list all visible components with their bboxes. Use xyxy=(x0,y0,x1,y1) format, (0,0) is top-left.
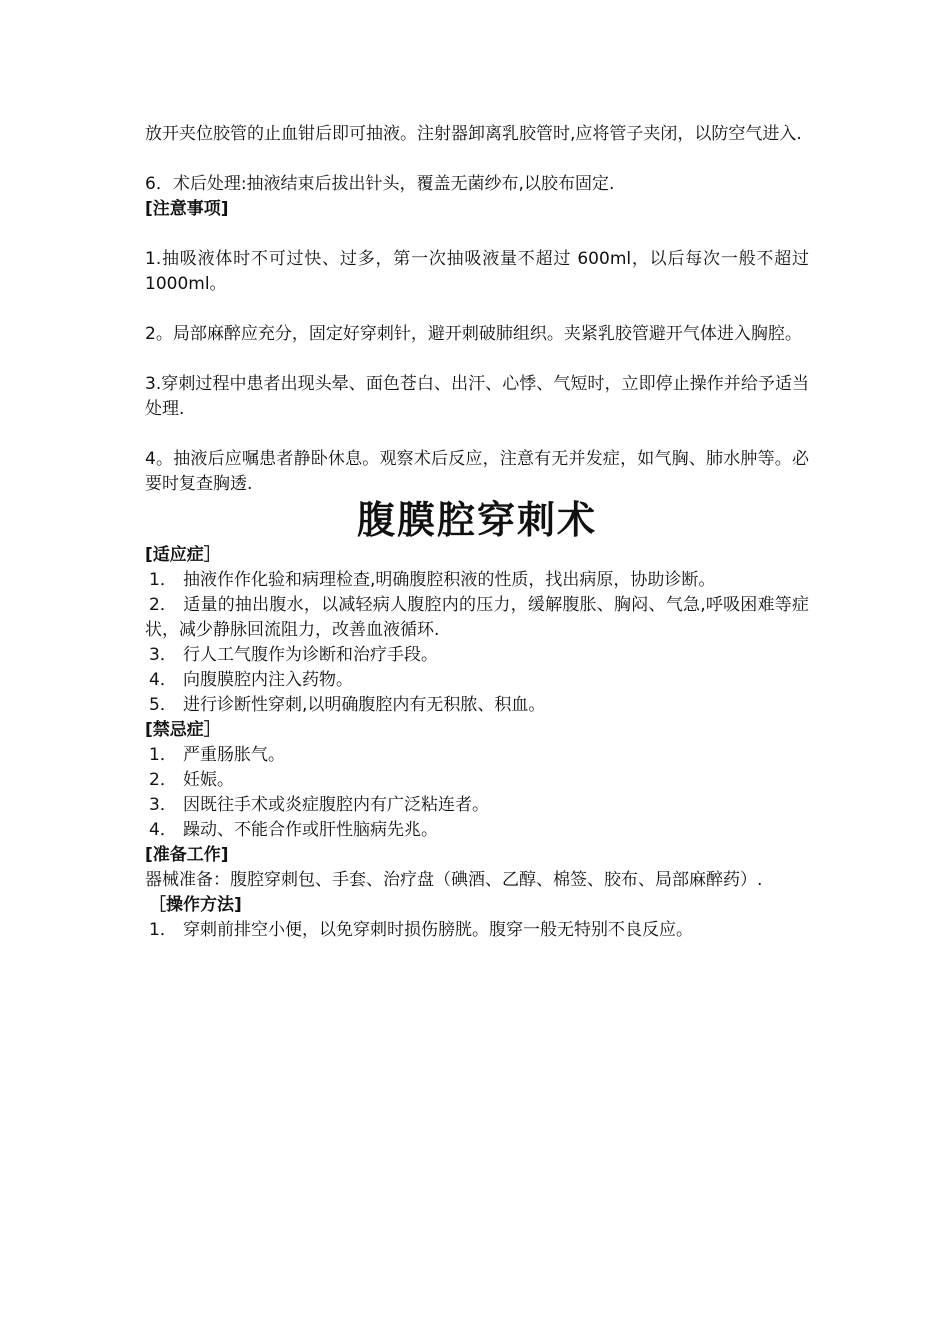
notes-heading: [注意事项] xyxy=(145,199,229,219)
list-text: 严重肠胀气。 xyxy=(183,745,285,765)
list-text: 行人工气腹作为诊断和治疗手段。 xyxy=(183,645,438,665)
contraindications-heading: [禁忌症］ xyxy=(145,720,221,740)
list-text: 适量的抽出腹水，以减轻病人腹腔内的压力，缓解腹胀、胸闷、气急,呼吸困难等症状，减少静脉回流阻力，改善血液循环. xyxy=(145,595,809,640)
note-item-1: 1.抽吸液体时不可过快、过多，第一次抽吸液量不超过 600ml，以后每次一般不超过 1000ml。 xyxy=(145,249,809,294)
list-number: 2． xyxy=(149,595,177,615)
note-item-4: 4。抽液后应嘱患者静卧休息。观察术后反应，注意有无并发症，如气胸、肺水肿等。必要时复查胸透. xyxy=(145,449,809,494)
section-title: 腹膜腔穿刺术 xyxy=(356,498,597,542)
list-number: 5． xyxy=(149,695,177,715)
list-number: 4． xyxy=(149,670,177,690)
note-item-2: 2。局部麻醉应充分，固定好穿刺针，避开刺破肺组织。夹紧乳胶管避开气体进入胸腔。 xyxy=(145,324,802,344)
document-page xyxy=(145,122,809,943)
list-item xyxy=(145,693,809,718)
list-number: 1． xyxy=(149,745,177,765)
list-number: 1． xyxy=(149,570,177,590)
list-number: 3． xyxy=(149,795,177,815)
list-number: 3． xyxy=(149,645,177,665)
list-number: 2． xyxy=(149,770,177,790)
preparation-text: 器械准备：腹腔穿刺包、手套、治疗盘（碘酒、乙醇、棉签、胶布、局部麻醉药）. xyxy=(145,870,763,890)
indications-heading: [适应症］ xyxy=(145,545,221,565)
preparation-heading: [准备工作] xyxy=(145,845,229,865)
list-item xyxy=(145,593,809,643)
list-item xyxy=(145,768,809,793)
list-item xyxy=(145,568,809,593)
list-text: 因既往手术或炎症腹腔内有广泛粘连者。 xyxy=(183,795,489,815)
list-number: 1． xyxy=(149,920,177,940)
method-list xyxy=(145,918,809,943)
list-number: 4． xyxy=(149,820,177,840)
list-text: 躁动、不能合作或肝性脑病先兆。 xyxy=(183,820,438,840)
list-item xyxy=(145,793,809,818)
contraindications-list xyxy=(145,743,809,843)
list-text: 向腹膜腔内注入药物。 xyxy=(183,670,353,690)
list-text: 抽液作作化验和病理检查,明确腹腔积液的性质，找出病原，协助诊断。 xyxy=(183,570,716,590)
list-item xyxy=(145,743,809,768)
list-text: 妊娠。 xyxy=(183,770,234,790)
method-heading: ［操作方法] xyxy=(149,895,242,915)
step-6-post-procedure: 6．术后处理:抽液结束后拔出针头，覆盖无菌纱布,以胶布固定. xyxy=(145,174,615,194)
list-text: 穿刺前排空小便，以免穿刺时损伤膀胱。腹穿一般无特别不良反应。 xyxy=(183,920,693,940)
indications-list xyxy=(145,568,809,718)
list-item xyxy=(145,918,809,943)
list-item xyxy=(145,643,809,668)
list-item xyxy=(145,668,809,693)
note-item-3: 3.穿刺过程中患者出现头晕、面色苍白、出汗、心悸、气短时，立即停止操作并给予适当处理. xyxy=(145,374,809,419)
list-item xyxy=(145,818,809,843)
paragraph-continuation: 放开夹位胶管的止血钳后即可抽液。注射器卸离乳胶管时,应将管子夹闭，以防空气进入. xyxy=(145,124,802,144)
list-text: 进行诊断性穿刺,以明确腹腔内有无积脓、积血。 xyxy=(183,695,546,715)
